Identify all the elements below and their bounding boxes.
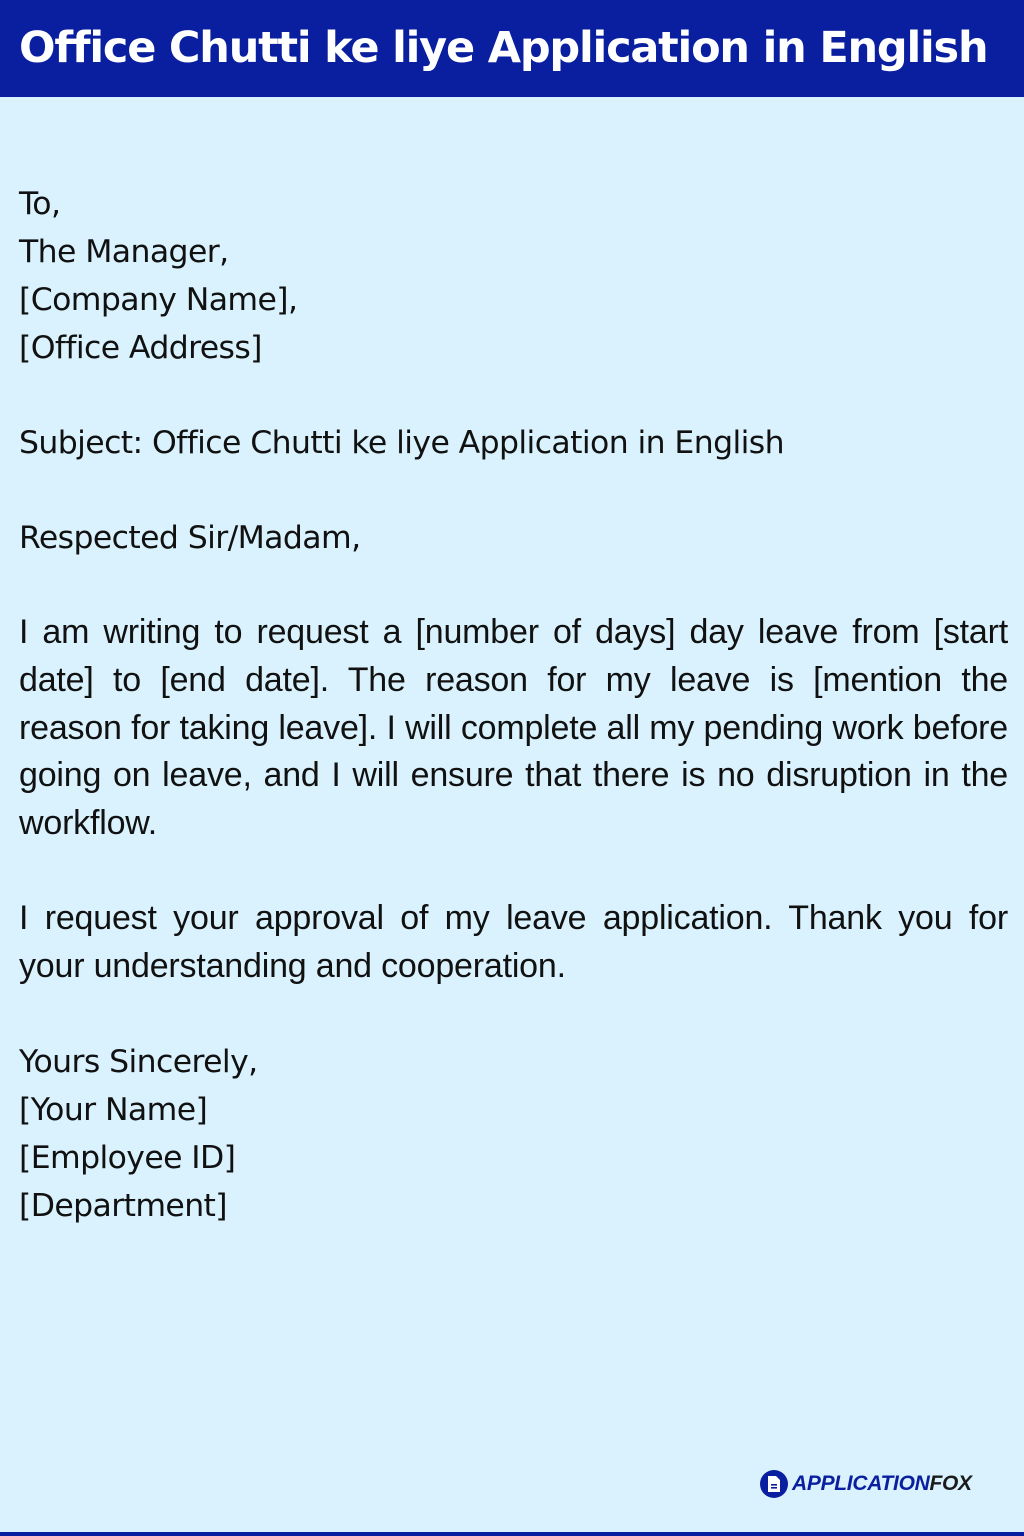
brand-name: APPLICATIONFOX [792, 1472, 972, 1495]
page-title: Office Chutti ke liye Application in English [19, 22, 988, 73]
page-header [0, 0, 1024, 97]
signature-line: [Your Name] [19, 1091, 208, 1128]
signature-line: [Employee ID] [19, 1139, 236, 1176]
closing: Yours Sincerely, [19, 1043, 258, 1080]
address-line: To, [19, 186, 61, 222]
document-icon [760, 1470, 788, 1498]
letter-body [19, 180, 1008, 1230]
brand-logo [760, 1470, 972, 1498]
address-line: [Office Address] [19, 330, 262, 366]
subject-line: Subject: Office Chutti ke liye Application in English [19, 425, 784, 461]
salutation: Respected Sir/Madam, [19, 520, 361, 556]
body-paragraph: I request your approval of my leave application. Thank you for your understanding and cooperation. [19, 898, 1008, 985]
signature-line: [Department] [19, 1187, 227, 1224]
address-line: [Company Name], [19, 282, 298, 318]
body-paragraph: I am writing to request a [number of days] day leave from [start date] to [end date]. The reason for my leave is [mention the reason for taking leave]. I will complete all my pending work before going on leave, and I will ensure that there is no disruption in the workflow. [19, 613, 1008, 843]
recipient-address [19, 180, 1008, 372]
signature-block [19, 1038, 1008, 1230]
bottom-border [0, 1532, 1024, 1536]
address-line: The Manager, [19, 234, 229, 270]
